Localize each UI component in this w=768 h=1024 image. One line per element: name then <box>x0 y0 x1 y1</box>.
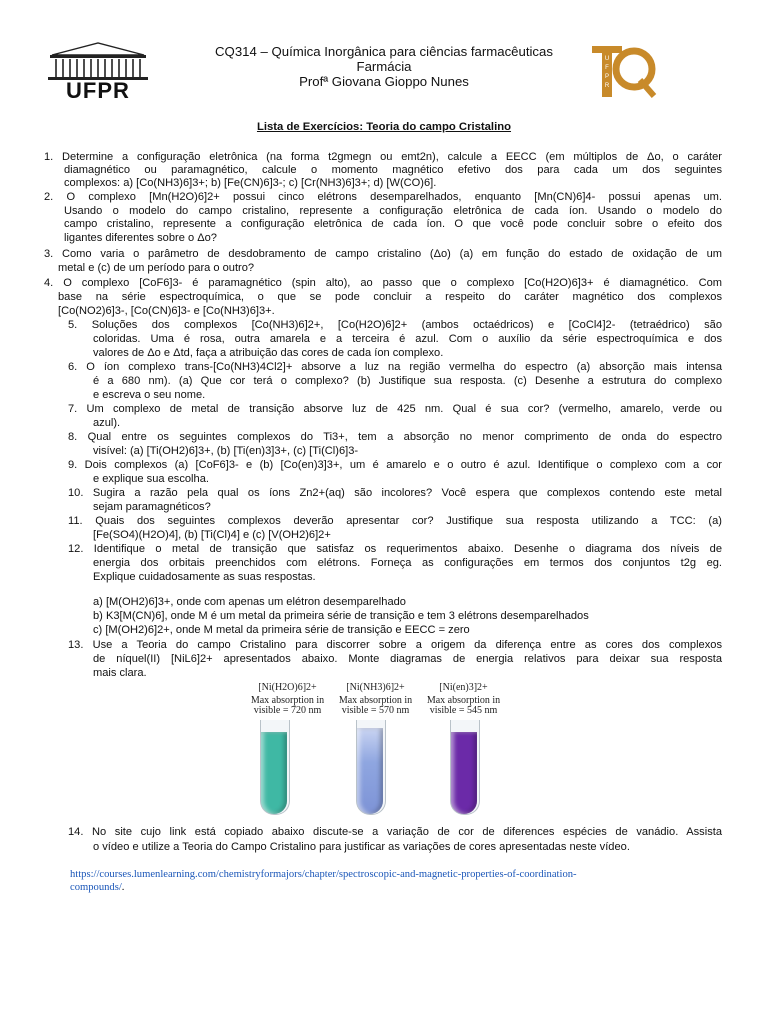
exercise-line: 13. Use a Teoria do campo Cristalino para discorrer sobre a origem da diferença entre as cores dos complexos <box>68 639 722 651</box>
course-title: CQ314 – Química Inorgânica para ciências farmacêuticas <box>215 44 553 59</box>
exercise-line: de níquel(II) [NiL6]2+ apresentados abaixo. Monte diagramas de energia relativos para deixar sua resposta <box>93 653 722 665</box>
exercise-line: sejam paramagnéticos? <box>93 501 211 513</box>
professor-name: Profª Giovana Gioppo Nunes <box>299 74 469 89</box>
reference-link[interactable] <box>70 869 730 894</box>
exercise-line: 7. Um complexo de metal de transição absorve luz de 425 nm. Qual é sua cor? (vermelho, amarelo, verde ou <box>68 403 722 415</box>
tube-solution <box>357 728 383 814</box>
program-name: Farmácia <box>356 59 412 74</box>
exercise-line: 8. Qual entre os seguintes complexos do Ti3+, tem a absorção no menor comprimento de onda do espectro <box>68 431 722 443</box>
tube-caption: Max absorption in <box>250 695 325 706</box>
exercise-line: metal e (c) de um período para o outro? <box>58 262 255 274</box>
exercise-line: 9. Dois complexos (a) [CoF6]3- e (b) [Co(en)3]3+, um é amarelo e o outro é azul. Identifique o complexo com a cor <box>68 459 722 471</box>
exercise-line: azul). <box>93 417 121 429</box>
exercise-line: 2. O complexo [Mn(H2O)6]2+ possui cinco elétrons desemparelhados, enquanto [Mn(CN)6]4- possui apenas um. <box>44 191 722 203</box>
exercise-line: diamagnético ou paramagnético, calcule o momento magnético efetivo dos para cada um dos seguintes <box>64 164 722 176</box>
exercise-line: [Co(NO2)6]3-, [Co(CN)6]3- e [Co(NH3)6]3+. <box>58 305 275 317</box>
reference-url-line1[interactable]: https://courses.lumenlearning.com/chemistryformajors/chapter/spectroscopic-and-magnetic-properties-of-coordination- <box>70 869 577 880</box>
link-trailing: . <box>121 881 125 893</box>
exercise-line: ligantes diferentes sobre o Δo? <box>64 232 217 244</box>
exercise-line: 5. Soluções dos complexos [Co(NH3)6]2+, [Co(H2O)6]2+ (ambos octaédricos) e [CoCl4]2- (tetraédrico) são <box>68 319 722 331</box>
exercise-line: e escreva o seu nome. <box>93 389 206 401</box>
tube-formula: [Ni(en)3]2+ <box>439 682 488 693</box>
exercise-line: 10. Sugira a razão pela qual os íons Zn2+(aq) são incolores? Você espera que complexos contendo este metal <box>68 487 722 499</box>
exercise-line: coloridas. Uma é rosa, outra amarela e a terceira é azul. Com o auxílio da série espectroquímica e dos <box>93 333 722 345</box>
nickel-tubes-figure <box>240 680 510 815</box>
tube-caption: visible = 545 nm <box>429 705 498 716</box>
exercise-line: 14. No site cujo link está copiado abaixo discute-se a variação de cor de diferences espécies de vanádio. Assista <box>68 826 722 838</box>
tube-solution <box>261 732 287 814</box>
tube-solution <box>451 732 477 814</box>
tube-caption: Max absorption in <box>338 695 413 706</box>
tube-formula: [Ni(NH3)6]2+ <box>346 682 405 693</box>
svg-text:R: R <box>604 83 610 89</box>
tube-caption: Max absorption in <box>426 695 501 706</box>
exercise-line: energia dos orbitais preenchidos com elétrons. Forneça as configurações em termos dos conjuntos t2g eg. <box>93 557 722 569</box>
exercise-line: valores de Δo e Δtd, faça a atribuição das cores de cada íon complexo. <box>93 347 444 359</box>
exercise-line: a) [M(OH2)6]3+, onde com apenas um elétron desemparelhado <box>93 596 406 608</box>
ufpr-logo-text: UFPR <box>66 78 130 103</box>
svg-text:U: U <box>604 56 610 62</box>
exercise-line: c) [M(OH2)6]2+, onde M metal da primeira série de transição e EECC = zero <box>93 624 470 636</box>
exercise-line: 4. O complexo [CoF6]3- é paramagnético (spin alto), ao passo que o complexo [Co(H2O)6]3+ é diamagnético. Com <box>44 277 722 289</box>
reference-url-line2[interactable]: compounds/ <box>70 881 122 893</box>
svg-text:P: P <box>604 74 610 80</box>
tube-caption: visible = 720 nm <box>253 705 322 716</box>
tube-caption: visible = 570 nm <box>341 705 410 716</box>
exercise-line: e explique sua escolha. <box>93 473 209 485</box>
exercise-line: base na série espectroquímica, o que se pode concluir a respeito do caráter magnético dos complexos <box>58 291 722 303</box>
exercise-line: Usando o modelo do campo cristalino, represente a configuração eletrônica de cada íon. Usando o modelo do <box>64 205 722 217</box>
tube-formula: [Ni(H2O)6]2+ <box>258 682 317 693</box>
exercise-line: 12. Identifique o metal de transição que satisfaz os requerimentos abaixo. Desenhe o diagrama dos níveis de <box>68 543 722 555</box>
exercise-line: b) K3[M(CN)6], onde M é um metal da primeira série de transição e tem 3 elétrons desemparelhados <box>93 610 589 622</box>
exercise-line: complexos: a) [Co(NH3)6]3+; b) [Fe(CN)6]3-; c) [Cr(NH3)6]3+; d) [W(CO)6]. <box>64 177 437 189</box>
exercise-line: 6. O íon complexo trans-[Co(NH3)4Cl2]+ absorve a luz na região vermelha do espectro (a) absorção mais intensa <box>68 361 722 373</box>
exercise-line: mais clara. <box>93 667 147 679</box>
exercise-line: [Fe(SO4)(H2O)4], (b) [Ti(Cl)4] e (c) [V(OH2)6]2+ <box>93 529 331 541</box>
exercise-line: o vídeo e utilize a Teoria do Campo Cristalino para justificar as variações de cores apresentadas neste vídeo. <box>93 841 630 853</box>
exercise-line: 1. Determine a configuração eletrônica (na forma t2gmegn ou emt2n), calcule a EECC (em múltiplos de Δo, o caráter <box>44 151 722 163</box>
exercise-line: Explique cuidadosamente as suas respostas. <box>93 571 316 583</box>
exercise-line: campo cristalino, represente a configuração eletrônica de cada íon. O que você pode concluir sobre o efeito dos <box>64 218 722 230</box>
page-title: Lista de Exercícios: Teoria do campo Cristalino <box>256 121 512 133</box>
exercise-line: 11. Quais dos seguintes complexos deverão apresentar cor? Justifique sua resposta utilizando a TCC: (a) <box>68 515 722 527</box>
svg-text:F: F <box>605 65 609 71</box>
exercise-line: visível: (a) [Ti(OH2)6]3+, (b) [Ti(en)3]3+, (c) [Ti(Cl)6]3- <box>93 445 359 457</box>
exercise-line: 3. Como varia o parâmetro de desdobramento de campo cristalino (Δo) (a) em função do estado de oxidação de um <box>44 248 722 260</box>
exercise-line: é a 680 nm). (a) Que cor terá o complexo? (b) Justifique sua resposta. (c) Desenhe a estrutura do complexo <box>93 375 722 387</box>
